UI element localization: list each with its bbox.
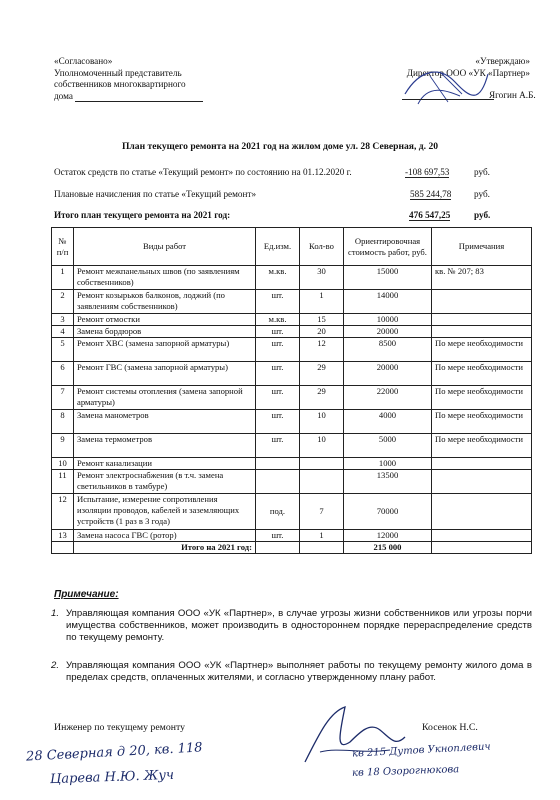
row-qty: [300, 470, 344, 494]
row-work: Замена насоса ГВС (ротор): [74, 530, 256, 542]
engineer-signature: [300, 702, 410, 772]
director-signature-line: [402, 99, 494, 100]
row-note: кв. № 207; 83: [432, 266, 532, 290]
row-work: Ремонт межпанельных швов (по заявлениям собственников): [74, 266, 256, 290]
director-role: Директор ООО «УК «Партнер»: [406, 67, 530, 78]
planned-label: Плановые начисления по статье «Текущий ремонт»: [54, 189, 257, 199]
handwritten-address: 28 Северная д 20, кв. 118: [25, 740, 203, 765]
row-work: Ремонт системы отопления (замена запорной арматуры): [74, 386, 256, 410]
row-cost: 22000: [344, 386, 432, 410]
row-qty: 7: [300, 494, 344, 530]
total-unit-cell: [256, 542, 300, 554]
approved-heading: «Согласовано»: [54, 56, 113, 66]
row-work: Испытание, измерение сопротивления изоляции проводов, кабелей и заземляющих устройств (1 раз в 3 года): [74, 494, 256, 530]
table-row: [52, 338, 532, 362]
handwritten-name: Царева Н.Ю. Жуч: [49, 767, 175, 788]
row-num: 10: [52, 458, 74, 470]
row-unit: м.кв.: [256, 314, 300, 326]
row-work: Ремонт электроснабжения (в т.ч. замена светильников в тамбуре): [74, 470, 256, 494]
note-item: [51, 608, 532, 644]
table-header-row: [52, 228, 532, 266]
table-row: [52, 326, 532, 338]
row-cost: 20000: [344, 326, 432, 338]
balance-unit: руб.: [474, 167, 490, 177]
row-note: [432, 458, 532, 470]
col-qty: Кол-во: [300, 228, 344, 266]
table-row: [52, 266, 532, 290]
row-unit: [256, 458, 300, 470]
row-qty: 30: [300, 266, 344, 290]
row-qty: 1: [300, 290, 344, 314]
row-work: Замена бордюров: [74, 326, 256, 338]
engineer-label: Инженер по текущему ремонту: [54, 722, 186, 733]
row-note: По мере необходимости: [432, 338, 532, 362]
balance-value: -108 697,53: [405, 167, 450, 177]
note-text: Управляющая компания ООО «УК «Партнер» выполняет работы по текущему ремонту жилого дома в пределах средств, оплаченных жителями, и согласно утвержденному плану работ.: [66, 660, 532, 683]
table-total-row: [52, 542, 532, 554]
row-work: Ремонт козырьков балконов, лоджий (по заявлениям собственников): [74, 290, 256, 314]
col-unit: Ед.изм.: [256, 228, 300, 266]
table-row: [52, 434, 532, 458]
row-num: 9: [52, 434, 74, 458]
row-unit: под.: [256, 494, 300, 530]
director-stamp: [400, 64, 490, 110]
total-plan-value: 476 547,25: [409, 210, 451, 220]
row-unit: шт.: [256, 338, 300, 362]
handwritten-apartment-2: кв 18 Озорогнюкова: [351, 764, 460, 779]
row-num: 1: [52, 266, 74, 290]
row-num: 13: [52, 530, 74, 542]
row-num: 8: [52, 410, 74, 434]
row-cost: 15000: [344, 266, 432, 290]
row-num: 2: [52, 290, 74, 314]
row-qty: 1: [300, 530, 344, 542]
table-row: [52, 458, 532, 470]
handwritten-apartment-1: кв 215 Дутов Укноплевич: [351, 741, 491, 760]
row-qty: 10: [300, 434, 344, 458]
notes-heading: Примечание:: [54, 589, 119, 600]
row-work: Ремонт канализации: [74, 458, 256, 470]
row-num: 6: [52, 362, 74, 386]
row-note: [432, 290, 532, 314]
table-row: [52, 290, 532, 314]
balance-label: Остаток средств по статье «Текущий ремонт» по состоянию на 01.12.2020 г.: [54, 167, 352, 177]
row-cost: 10000: [344, 314, 432, 326]
row-note: [432, 326, 532, 338]
table-total-label: Итого на 2021 год:: [74, 542, 256, 554]
row-work: Замена термометров: [74, 434, 256, 458]
row-cost: 20000: [344, 362, 432, 386]
approver-signature-line: [75, 91, 203, 103]
note-item: [51, 660, 532, 684]
row-note: [432, 314, 532, 326]
row-qty: 29: [300, 386, 344, 410]
table-row: [52, 314, 532, 326]
approver-role-2: собственников многоквартирного: [54, 79, 186, 89]
row-cost: 13500: [344, 470, 432, 494]
row-note: [432, 470, 532, 494]
row-cost: 14000: [344, 290, 432, 314]
col-work: Виды работ: [74, 228, 256, 266]
row-num: 11: [52, 470, 74, 494]
row-unit: шт.: [256, 362, 300, 386]
row-qty: 29: [300, 362, 344, 386]
row-qty: 12: [300, 338, 344, 362]
row-num: 12: [52, 494, 74, 530]
row-note: По мере необходимости: [432, 386, 532, 410]
row-work: Ремонт ГВС (замена запорной арматуры): [74, 362, 256, 386]
row-work: Ремонт ХВС (замена запорной арматуры): [74, 338, 256, 362]
row-note: [432, 494, 532, 530]
row-work: Замена манометров: [74, 410, 256, 434]
table-row: [52, 410, 532, 434]
row-qty: 15: [300, 314, 344, 326]
table-row: [52, 530, 532, 542]
row-note: По мере необходимости: [432, 434, 532, 458]
table-total-value: 215 000: [344, 542, 432, 554]
row-unit: шт.: [256, 434, 300, 458]
row-num: 7: [52, 386, 74, 410]
col-notes: Примечания: [432, 228, 532, 266]
total-note-cell: [432, 542, 532, 554]
approver-role-house: дома: [54, 90, 73, 101]
row-cost: 70000: [344, 494, 432, 530]
table-row: [52, 362, 532, 386]
col-num: № п/п: [52, 228, 74, 266]
row-cost: 12000: [344, 530, 432, 542]
total-plan-unit: руб.: [474, 210, 491, 220]
row-qty: [300, 458, 344, 470]
total-num-cell: [52, 542, 74, 554]
row-unit: [256, 470, 300, 494]
table-row: [52, 470, 532, 494]
row-note: [432, 530, 532, 542]
table-row: [52, 386, 532, 410]
director-name: Ягогин А.Б.: [489, 90, 536, 100]
row-num: 5: [52, 338, 74, 362]
planned-unit: руб.: [474, 189, 490, 199]
row-note: По мере необходимости: [432, 362, 532, 386]
row-work: Ремонт отмостки: [74, 314, 256, 326]
total-qty-cell: [300, 542, 344, 554]
note-number: 2.: [51, 660, 60, 671]
approval-block: [54, 56, 254, 102]
row-qty: 20: [300, 326, 344, 338]
row-cost: 1000: [344, 458, 432, 470]
row-unit: шт.: [256, 410, 300, 434]
table-row: [52, 494, 532, 530]
col-cost: Ориентировочная стоимость работ, руб.: [344, 228, 432, 266]
page-title: План текущего ремонта на 2021 год на жилом доме ул. 28 Северная, д. 20: [121, 141, 439, 152]
repair-plan-table: [51, 227, 532, 554]
row-unit: шт.: [256, 326, 300, 338]
note-number: 1.: [51, 608, 60, 619]
row-num: 3: [52, 314, 74, 326]
row-note: По мере необходимости: [432, 410, 532, 434]
row-num: 4: [52, 326, 74, 338]
planned-value: 585 244,78: [410, 189, 452, 199]
approver-role-3: [54, 91, 254, 103]
row-cost: 4000: [344, 410, 432, 434]
engineer-name: Косенок Н.С.: [422, 722, 478, 733]
note-text: Управляющая компания ООО «УК «Партнер», в случае угрозы жизни собственников или угрозы порчи имущества собственников, может производить в одностороннем порядке перераспределение средств по текущему ремонту.: [66, 608, 532, 643]
row-cost: 8500: [344, 338, 432, 362]
total-plan-label: Итого план текущего ремонта на 2021 год:: [54, 210, 231, 220]
row-qty: 10: [300, 410, 344, 434]
row-unit: м.кв.: [256, 266, 300, 290]
row-unit: шт.: [256, 290, 300, 314]
row-cost: 5000: [344, 434, 432, 458]
confirm-heading: «Утверждаю»: [475, 56, 530, 66]
row-unit: шт.: [256, 386, 300, 410]
approver-role: Уполномоченный представитель: [54, 67, 182, 78]
row-unit: шт.: [256, 530, 300, 542]
